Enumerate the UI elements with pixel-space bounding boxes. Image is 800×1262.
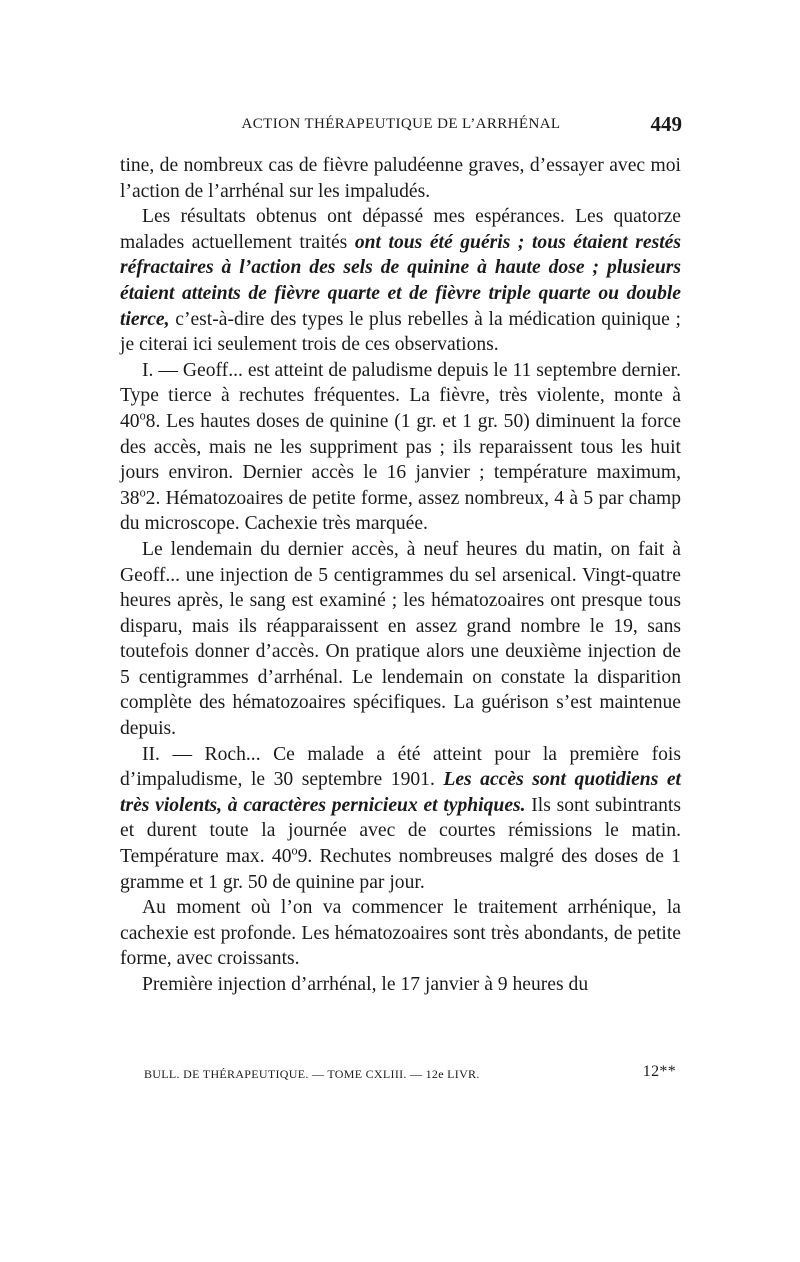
paragraph	[120, 358, 681, 537]
text-run: Au moment où l’on va commencer le traitement arrhénique, la cachexie est profonde. Les hématozoaires sont très abondants, de petite forme, avec croissants.	[120, 897, 681, 970]
text-run: Première injection d’arrhénal, le 17 janvier à 9 heures du	[142, 974, 589, 995]
running-header	[120, 112, 682, 142]
paragraph	[120, 537, 681, 742]
signature-mark: 12**	[642, 1063, 676, 1080]
text-run: Ils sont subintrants et durent toute la journée avec de courtes rémissions le matin. Température max. 40	[120, 794, 681, 868]
text-run: 2. Hématozoaires de petite forme, assez nombreux, 4 à 5 par champ du microscope. Cachexie très marquée.	[120, 487, 681, 535]
paragraph	[120, 204, 681, 358]
paragraph	[120, 972, 681, 998]
paragraph	[120, 742, 681, 896]
body-text	[120, 153, 681, 998]
text-run: Les résultats obtenus ont dépassé mes espérances. Les quatorze malades actuellement traités	[120, 206, 681, 253]
text-run: I. — Geoff... est atteint de paludisme depuis le 11 septembre dernier. Type tierce à rechutes fréquentes. La fièvre, très violente, monte à 40	[120, 359, 681, 432]
text-run: c’est-à-dire des types le plus rebelles à la médication quinique ; je citerai ici seulement trois de ces observations.	[120, 308, 681, 356]
page-number: 449	[650, 112, 682, 136]
text-run: II. — Roch... Ce malade a été atteint pour la première fois d’impaludisme, le 30 septembre 1901.	[120, 743, 681, 791]
text-run: 8. Les hautes doses de quinine (1 gr. et 1 gr. 50) diminuent la force des accès, mais ne les suppriment pas ; ils reparaissent tous les huit jours environ. Dernier accès le 16 janvier ; température maximum, 38	[120, 410, 681, 509]
emphasized-text: Les accès sont quotidiens et très violents, à caractères pernicieux et typhiques.	[120, 769, 681, 816]
paragraph	[120, 895, 681, 972]
paragraph	[120, 153, 681, 204]
degree-superscript: o	[139, 408, 146, 423]
page-footer	[120, 1063, 682, 1085]
degree-superscript: o	[291, 843, 298, 858]
emphasized-text: ont tous été guéris ; tous étaient restés réfractaires à l’action des sels de quinine à haute dose ; plusieurs étaient atteints de fièvre quarte et de fièvre triple quarte ou double tierce,	[120, 231, 682, 330]
text-run: 9. Rechutes nombreuses malgré des doses de 1 gramme et 1 gr. 50 de quinine par jour.	[120, 846, 681, 893]
degree-superscript: o	[139, 485, 146, 500]
text-run: Le lendemain du dernier accès, à neuf heures du matin, on fait à Geoff... une injection de 5 centigrammes du sel arsenical. Vingt-quatre heures après, le sang est examiné ; les hématozoaires ont presque tous disparu, mais ils réapparaissent en assez grand nombre le 19, sans toutefois donner d’accès. On pratique alors une deuxième injection de 5 centigrammes d’arrhénal. Le lendemain on constate la disparition complète des hématozoaires spécifiques. La guérison s’est maintenue depuis.	[120, 538, 681, 740]
footer-publication-line: BULL. DE THÉRAPEUTIQUE. — TOME CXLIII. — 12e LIVR.	[144, 1067, 480, 1081]
running-title: ACTION THÉRAPEUTIQUE DE L’ARRHÉNAL	[241, 116, 561, 132]
text-run: tine, de nombreux cas de fièvre paludéenne graves, d’essayer avec moi l’action de l’arrhénal sur les impaludés.	[120, 155, 681, 202]
